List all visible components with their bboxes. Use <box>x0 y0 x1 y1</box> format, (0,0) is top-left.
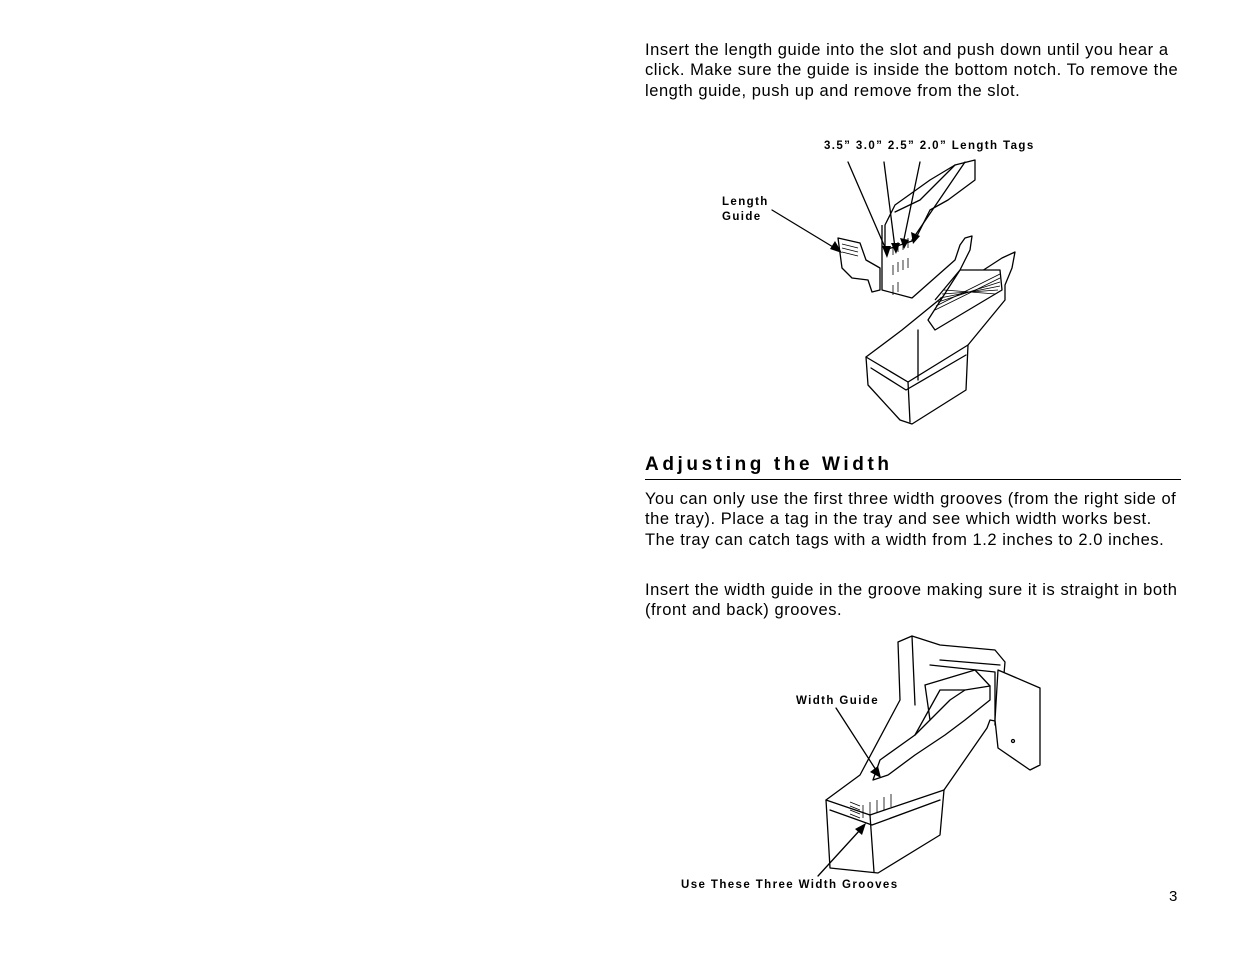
length-guide-callout-line1: Length <box>722 196 769 208</box>
intro-paragraph: Insert the length guide into the slot and push down until you hear a click. Make sure the guide is inside the bottom notch. To remove the length guide, push up and remove from the slot. <box>645 41 1179 100</box>
section-heading: Adjusting the Width <box>645 453 1181 480</box>
page-number: 3 <box>1169 888 1178 905</box>
width-paragraph-2: Insert the width guide in the groove making sure it is straight in both (front and back) grooves. <box>645 581 1178 620</box>
width-paragraph-1: You can only use the first three width grooves (from the right side of the tray). Place a tag in the tray and see which width works best. The tray can catch tags with a width from 1.2 inches to 2.0 inches. <box>645 490 1177 549</box>
width-guide-callout: Width Guide <box>796 695 880 707</box>
length-tags-callout: 3.5” 3.0” 2.5” 2.0” Length Tags <box>824 140 1035 152</box>
length-guide-callout-line2: Guide <box>722 211 762 223</box>
width-grooves-callout: Use These Three Width Grooves <box>681 879 899 891</box>
